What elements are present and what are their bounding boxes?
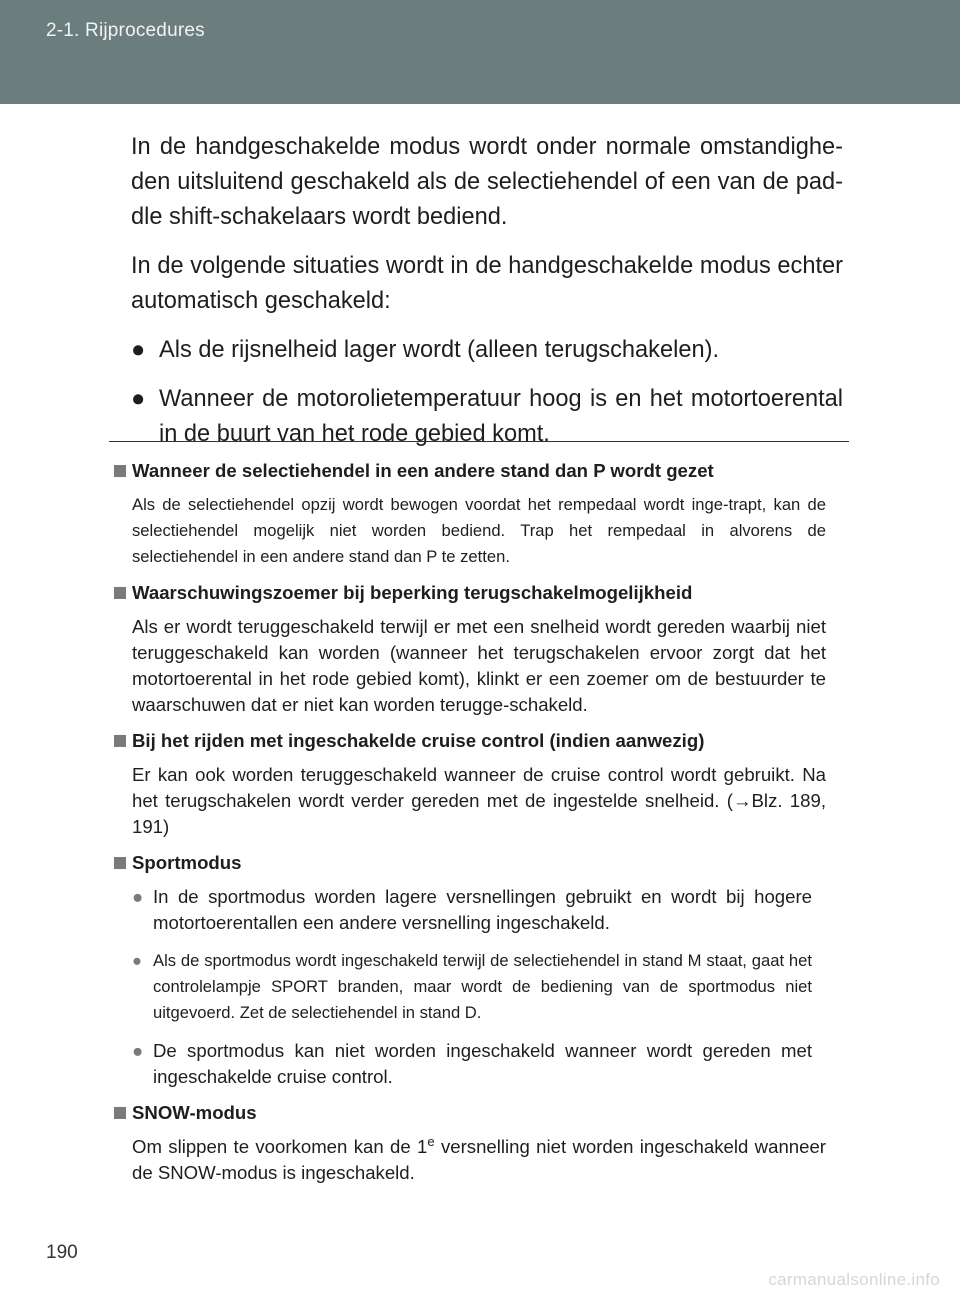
paragraph-2: In de volgende situaties wordt in de handgeschakelde modus echter automatisch geschakeld: — [131, 253, 843, 314]
page-header — [0, 0, 960, 104]
square-bullet-icon — [114, 1107, 126, 1119]
bullet-dot-icon: ● — [131, 337, 146, 363]
paragraph-1: In de handgeschakelde modus wordt onder normale omstandighe-den uitsluitend geschakeld als de selectiehendel of een van de pad-dle shift-schakelaars wordt bediend. — [131, 134, 843, 230]
bullet-text: Als de rijsnelheid lager wordt (alleen terugschakelen). — [159, 337, 719, 363]
note-body: Als er wordt teruggeschakeld terwijl er met een snelheid wordt gereden waarbij niet teruggeschakeld kan worden (wanneer het terugschakelen ervoor zorgt dat het motortoerental in het rode gebied komt), klinkt er een zoemer om de bestuurder te waarschuwen dat er niet kan worden terugge-schakeld. — [132, 616, 826, 715]
sub-bullet-item: ● De sportmodus kan niet worden ingeschakeld wanneer wordt gereden met ingeschakelde cruise control. — [132, 1040, 812, 1087]
page-number: 190 — [46, 1242, 78, 1263]
square-bullet-icon — [114, 857, 126, 869]
note-body: Om slippen te voorkomen kan de 1e versnelling niet worden ingeschakeld wanneer de SNOW-modus is ingeschakeld. — [132, 1133, 826, 1183]
note-title: Bij het rijden met ingeschakelde cruise control (indien aanwezig) — [114, 728, 826, 754]
bullet-dot-icon: ● — [131, 386, 146, 412]
note-title: Sportmodus — [114, 850, 826, 876]
square-bullet-icon — [114, 735, 126, 747]
note-body: Als de selectiehendel opzij wordt bewogen voordat het rempedaal wordt inge-trapt, kan de selectiehendel mogelijk niet worden bediend. Trap het rempedaal in alvorens de selectiehendel in een andere stand dan P te zetten. — [132, 495, 826, 566]
bullet-text: Wanneer de motorolietemperatuur hoog is en het motortoerental in de buurt van het rode gebied komt. — [159, 386, 843, 447]
note-title: Waarschuwingszoemer bij beperking terugschakelmogelijkheid — [114, 580, 826, 606]
notes-section — [114, 458, 826, 1186]
bullet-dot-icon: ● — [132, 886, 144, 907]
note-item — [114, 728, 826, 840]
note-title: Wanneer de selectiehendel in een andere stand dan P wordt gezet — [114, 458, 826, 484]
watermark: carmanualsonline.info — [768, 1270, 940, 1289]
sub-bullet-item: ● Als de sportmodus wordt ingeschakeld terwijl de selectiehendel in stand M staat, gaat het controlelampje SPORT branden, maar wordt de bediening van de sportmodus niet uitgevoerd. Zet de selectiehendel in stand D. — [132, 948, 826, 1026]
note-body: Er kan ook worden teruggeschakeld wanneer de cruise control wordt gebruikt. Na het terugschakelen wordt verder gereden met de ingestelde snelheid. (→Blz. 189, 191) — [132, 764, 826, 837]
note-item — [114, 580, 826, 718]
bullet-dot-icon: ● — [132, 1040, 144, 1061]
main-text — [131, 130, 843, 452]
bullet-dot-icon: ● — [132, 951, 143, 970]
section-title: 2-1. Rijprocedures — [46, 20, 205, 41]
note-item — [114, 1100, 826, 1186]
section-divider — [109, 441, 849, 442]
square-bullet-icon — [114, 587, 126, 599]
square-bullet-icon — [114, 465, 126, 477]
note-title: SNOW-modus — [114, 1100, 826, 1126]
note-item — [114, 850, 826, 1090]
sub-bullet-item: ● In de sportmodus worden lagere versnellingen gebruikt en wordt bij hogere motortoerentallen een andere versnelling ingeschakeld. — [132, 886, 812, 933]
bullet-item — [131, 333, 843, 368]
note-item — [114, 458, 826, 570]
